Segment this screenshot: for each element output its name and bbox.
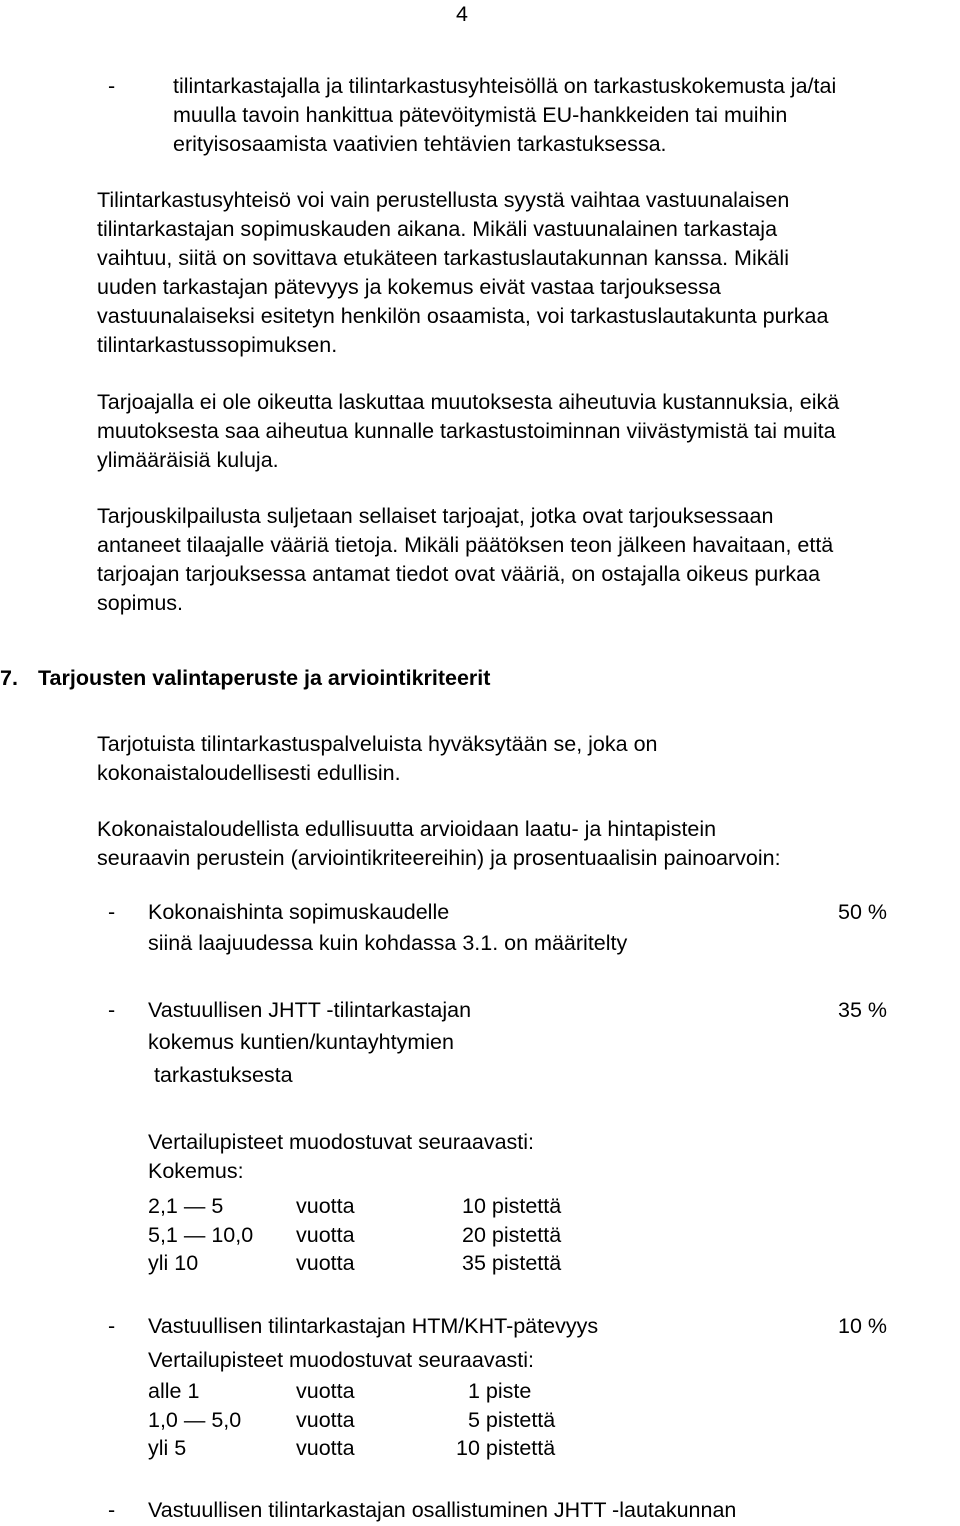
experience-row-1-unit: vuotta	[296, 1194, 355, 1218]
experience-row-3-points: 35 pistettä	[462, 1251, 562, 1275]
criterion-4-dash: -	[108, 1498, 116, 1522]
qualification-row-3-range: yli 5	[148, 1436, 187, 1460]
section-number: 7.	[0, 666, 18, 690]
criterion-2-line-2: kokemus kuntien/kuntayhtymien	[148, 1030, 454, 1054]
paragraph-3-line-3: tarjoajan tarjouksessa antamat tiedot ovat vääriä, on ostajalla oikeus purkaa	[97, 562, 821, 586]
criterion-3-line-1: Vastuullisen tilintarkastajan HTM/KHT-pätevyys	[148, 1314, 599, 1338]
paragraph-5-line-2: seuraavin perustein (arviointikriteereihin) ja prosentuaalisin painoarvoin:	[97, 846, 781, 870]
experience-row-3-unit: vuotta	[296, 1251, 355, 1275]
paragraph-1-line-2: tilintarkastajan sopimuskauden aikana. Mikäli vastuunalainen tarkastaja	[97, 217, 778, 241]
intro-item-line-2: muulla tavoin hankittua pätevöitymistä EU-hankkeiden tai muihin	[173, 103, 788, 127]
criterion-3-weight: 10 %	[838, 1314, 888, 1338]
section-title: Tarjousten valintaperuste ja arviointikriteerit	[38, 666, 491, 690]
paragraph-4-line-1: Tarjotuista tilintarkastuspalveluista hyväksytään se, joka on	[97, 732, 658, 756]
criterion-3-dash: -	[108, 1314, 116, 1338]
experience-row-3-range: yli 10	[148, 1251, 199, 1275]
qualification-row-1-points: 1 piste	[462, 1379, 532, 1403]
paragraph-1-line-5: vastuunalaiseksi esitetyn henkilön osaamista, voi tarkastuslautakunta purkaa	[97, 304, 829, 328]
criterion-2-weight: 35 %	[838, 998, 888, 1022]
qualification-row-2-range: 1,0 — 5,0	[148, 1408, 242, 1432]
criterion-1-dash: -	[108, 900, 116, 924]
qualification-row-1-range: alle 1	[148, 1379, 200, 1403]
intro-item-line-3: erityisosaamista vaativien tehtävien tarkastuksessa.	[173, 132, 667, 156]
paragraph-3-line-4: sopimus.	[97, 591, 184, 615]
paragraph-1-line-3: vaihtuu, siitä on sovittava etukäteen tarkastuslautakunnan kanssa. Mikäli	[97, 246, 789, 270]
intro-item-line-1: tilintarkastajalla ja tilintarkastusyhteisöllä on tarkastuskokemusta ja/tai	[173, 74, 837, 98]
intro-item-dash: -	[108, 74, 116, 98]
paragraph-1-line-4: uuden tarkastajan pätevyys ja kokemus eivät vastaa tarjouksessa	[97, 275, 721, 299]
criterion-2-dash: -	[108, 998, 116, 1022]
qualification-row-2-points: 5 pistettä	[462, 1408, 556, 1432]
qualification-row-2-unit: vuotta	[296, 1408, 355, 1432]
paragraph-2-line-2: muutoksesta saa aiheutua kunnalle tarkastustoiminnan viivästymistä tai muita	[97, 419, 836, 443]
paragraph-1-line-1: Tilintarkastusyhteisö voi vain perustellusta syystä vaihtaa vastuunalaisen	[97, 188, 790, 212]
experience-row-1-points: 10 pistettä	[462, 1194, 562, 1218]
experience-scoring-subheading: Kokemus:	[148, 1159, 244, 1183]
criterion-2-line-1: Vastuullisen JHTT -tilintarkastajan	[148, 998, 472, 1022]
paragraph-3-line-1: Tarjouskilpailusta suljetaan sellaiset tarjoajat, jotka ovat tarjouksessaan	[97, 504, 774, 528]
paragraph-3-line-2: antaneet tilaajalle vääriä tietoja. Mikäli päätöksen teon jälkeen havaitaan, että	[97, 533, 834, 557]
experience-scoring-intro: Vertailupisteet muodostuvat seuraavasti:	[148, 1130, 535, 1154]
experience-row-1-range: 2,1 — 5	[148, 1194, 224, 1218]
experience-row-2-unit: vuotta	[296, 1223, 355, 1247]
paragraph-2-line-3: ylimääräisiä kuluja.	[97, 448, 279, 472]
qualification-row-3-unit: vuotta	[296, 1436, 355, 1460]
paragraph-1-line-6: tilintarkastussopimuksen.	[97, 333, 338, 357]
qualification-scoring-intro: Vertailupisteet muodostuvat seuraavasti:	[148, 1348, 535, 1372]
criterion-1-line-1: Kokonaishinta sopimuskaudelle	[148, 900, 450, 924]
criterion-4-line-1: Vastuullisen tilintarkastajan osallistuminen JHTT -lautakunnan	[148, 1498, 737, 1522]
qualification-row-1-unit: vuotta	[296, 1379, 355, 1403]
page-number: 4	[456, 2, 468, 26]
qualification-row-3-points: 10 pistettä	[456, 1436, 556, 1460]
criterion-1-weight: 50 %	[838, 900, 888, 924]
paragraph-5-line-1: Kokonaistaloudellista edullisuutta arvioidaan laatu- ja hintapistein	[97, 817, 717, 841]
experience-row-2-points: 20 pistettä	[462, 1223, 562, 1247]
paragraph-4-line-2: kokonaistaloudellisesti edullisin.	[97, 761, 401, 785]
paragraph-2-line-1: Tarjoajalla ei ole oikeutta laskuttaa muutoksesta aiheutuvia kustannuksia, eikä	[97, 390, 840, 414]
criterion-2-line-3: tarkastuksesta	[148, 1063, 293, 1087]
criterion-1-line-2: siinä laajuudessa kuin kohdassa 3.1. on määritelty	[148, 931, 628, 955]
experience-row-2-range: 5,1 — 10,0	[148, 1223, 254, 1247]
